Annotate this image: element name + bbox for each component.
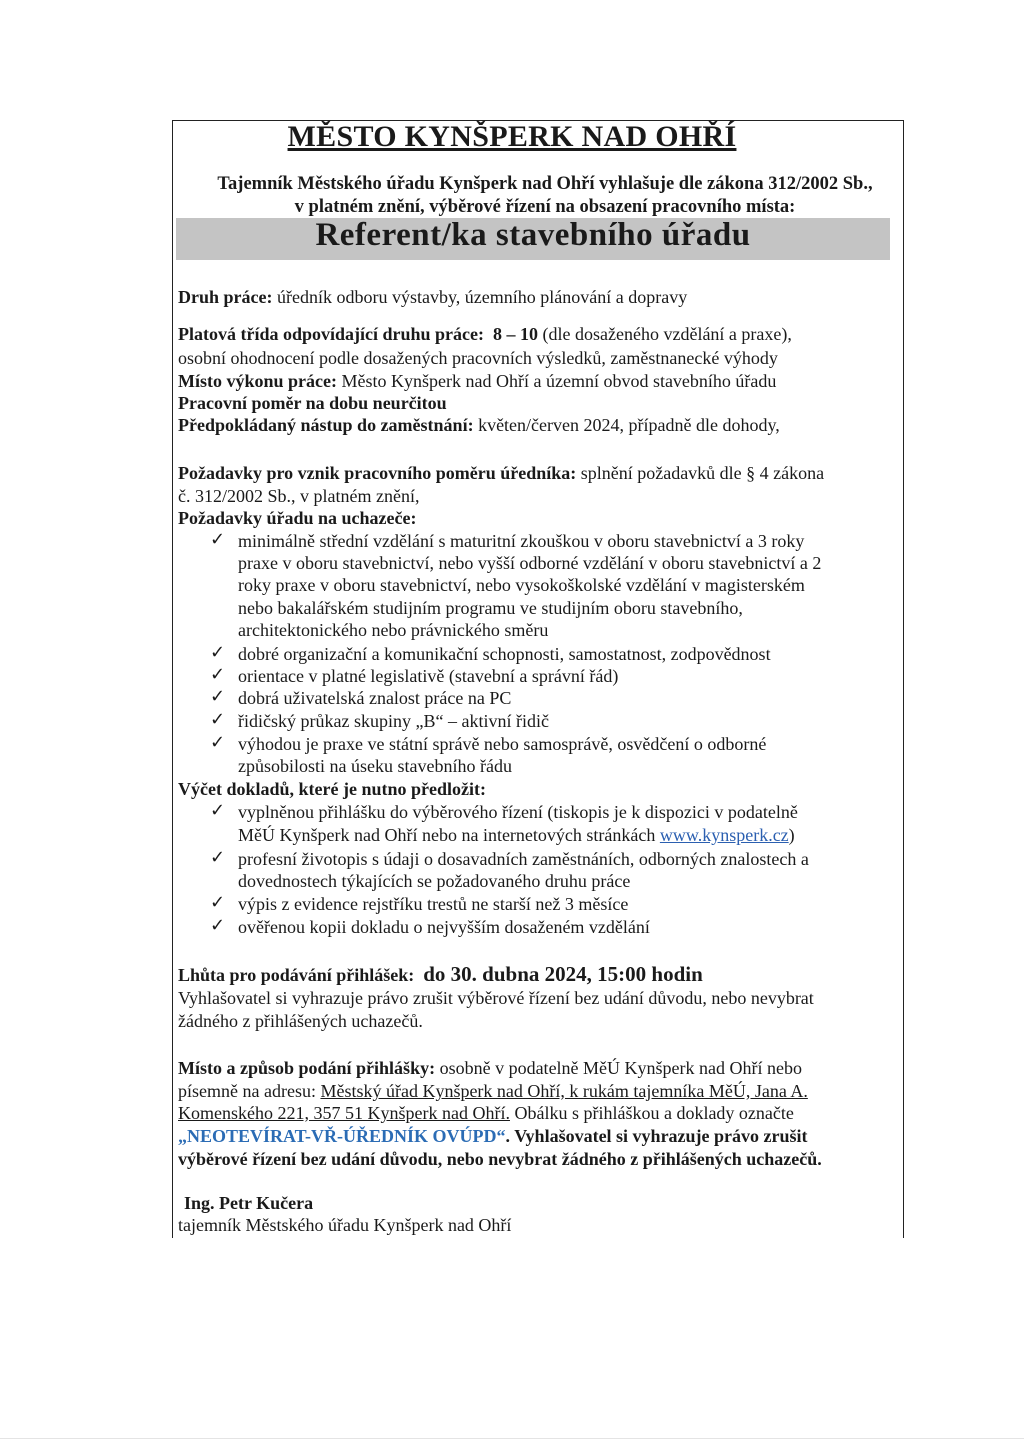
- requirement-1-line-2: praxe v oboru stavebnictví, nebo vyšší odborné vzdělání v oboru stavebnictví a 2: [238, 553, 822, 573]
- podani-line-1-rest: osobně v podatelně MěÚ Kynšperk nad Ohří nebo: [435, 1058, 802, 1078]
- lhuta-deadline: do 30. dubna 2024, 15:00 hodin: [423, 962, 703, 986]
- pracovni-pomer: [178, 392, 447, 414]
- podani-line-5-text: výběrové řízení bez udání důvodu, nebo nevybrat žádného z přihlášených uchazečů.: [178, 1149, 822, 1169]
- signature-role: tajemník Městského úřadu Kynšperk nad Ohří: [178, 1215, 512, 1235]
- podani-label: Místo a způsob podání přihlášky:: [178, 1058, 436, 1078]
- pozadavky-vznik-line2: č. 312/2002 Sb., v platném znění,: [178, 486, 420, 506]
- pozadavky-uradu-label-text: Požadavky úřadu na uchazeče:: [178, 508, 417, 528]
- requirement-6-line-1: výhodou je praxe ve státní správě nebo samosprávě, osvědčení o odborné: [238, 734, 767, 754]
- position-title: Referent/ka stavebního úřadu: [315, 217, 751, 253]
- document-4: ověřenou kopii dokladu o nejvyšším dosaženém vzdělání: [238, 917, 650, 937]
- nastup-value: květen/červen 2024, případně dle dohody,: [473, 415, 780, 435]
- requirement-1-line-5: architektonického nebo právnického směru: [238, 620, 549, 640]
- platova-trida: [178, 323, 792, 345]
- osobni-ohodnoceni: osobní ohodnocení podle dosažených pracovních výsledků, zaměstnanecké výhody: [178, 348, 778, 368]
- platova-trida-range: 8 – 10: [493, 324, 539, 344]
- podani-line-4-rest: . Vyhlašovatel si vyhrazuje právo zrušit: [505, 1126, 808, 1146]
- requirement-3: orientace v platné legislativě (stavební a správní řád): [238, 666, 619, 686]
- nastup: [178, 414, 780, 436]
- document-1-line-2: [238, 824, 795, 846]
- requirement-5: řidičský průkaz skupiny „B“ – aktivní řidič: [238, 711, 549, 731]
- check-icon: ✓: [210, 664, 226, 685]
- address-line-1: Městský úřad Kynšperk nad Ohří, k rukám tajemníka MěÚ, Jana A.: [320, 1081, 808, 1101]
- requirement-6-line-2: způsobilosti na úseku stavebního řádu: [238, 756, 512, 776]
- podani-line-3: [178, 1102, 794, 1124]
- podani-prefix: písemně na adresu:: [178, 1081, 321, 1101]
- document-1-end: ): [788, 825, 795, 845]
- podani-line-4: [178, 1125, 808, 1147]
- platova-trida-rest: (dle dosaženého vzdělání a praxe),: [538, 324, 792, 344]
- check-icon: ✓: [210, 892, 226, 913]
- misto-vykonu-label: Místo výkonu práce:: [178, 371, 337, 391]
- pracovni-pomer-text: Pracovní poměr na dobu neurčitou: [178, 393, 447, 413]
- check-icon: ✓: [210, 800, 226, 821]
- check-icon: ✓: [210, 732, 226, 753]
- check-icon: ✓: [210, 686, 226, 707]
- signature-name-text: Ing. Petr Kučera: [184, 1193, 314, 1213]
- pozadavky-vznik-value: splnění požadavků dle § 4 zákona: [576, 463, 825, 483]
- document-1-line-1: vyplněnou přihlášku do výběrového řízení (tiskopis je k dispozici v podatelně: [238, 802, 798, 822]
- page-title: MĚSTO KYNŠPERK NAD OHŘÍ: [287, 120, 737, 153]
- page-edge-line: [0, 1438, 1024, 1439]
- requirement-2: dobré organizační a komunikační schopnosti, samostatnost, zodpovědnost: [238, 644, 771, 664]
- check-icon: ✓: [210, 709, 226, 730]
- podani-line-5: [178, 1148, 822, 1170]
- requirement-1-line-3: roky praxe v oboru stavebnictví, nebo vysokoškolské vzdělání v magisterském: [238, 575, 805, 595]
- podani-line-2: [178, 1080, 808, 1102]
- pozadavky-uradu-label: [178, 507, 417, 529]
- podani-line-3-rest: Obálku s přihláškou a doklady označte: [509, 1103, 794, 1123]
- lhuta-line-2: Vyhlašovatel si vyhrazuje právo zrušit výběrové řízení bez udání důvodu, nebo nevybrat: [178, 988, 814, 1008]
- check-icon: ✓: [210, 642, 226, 663]
- druh-prace: [178, 286, 687, 308]
- lhuta-line-3: žádného z přihlášených uchazečů.: [178, 1011, 423, 1031]
- doklady-label-text: Výčet dokladů, které je nutno předložit:: [178, 779, 486, 799]
- intro-line-1: Tajemník Městského úřadu Kynšperk nad Ohří vyhlašuje dle zákona 312/2002 Sb.,: [217, 174, 873, 194]
- intro-line-2: v platném znění, výběrové řízení na obsazení pracovního místa:: [294, 197, 796, 217]
- nastup-label: Předpokládaný nástup do zaměstnání:: [178, 415, 474, 435]
- document-2-line-2: dovednostech týkajících se požadovaného druhu práce: [238, 871, 631, 891]
- check-icon: ✓: [210, 847, 226, 868]
- pozadavky-vznik-label: Požadavky pro vznik pracovního poměru úředníka:: [178, 463, 577, 483]
- misto-vykonu: [178, 370, 776, 392]
- requirement-4: dobrá uživatelská znalost práce na PC: [238, 688, 512, 708]
- check-icon: ✓: [210, 529, 226, 550]
- requirement-1-line-4: nebo bakalářském studijním programu ve studijním oboru stavebního,: [238, 598, 743, 618]
- platova-trida-label: Platová třída odpovídající druhu práce:: [178, 324, 485, 344]
- document-2-line-1: profesní životopis s údaji o dosavadních zaměstnáních, odborných znalostech a: [238, 849, 809, 869]
- document-1-text: MěÚ Kynšperk nad Ohří nebo na internetových stránkách: [238, 825, 660, 845]
- lhuta-label: Lhůta pro podávání přihlášek:: [178, 965, 415, 985]
- podani-line-1: [178, 1057, 802, 1079]
- envelope-marking: „NEOTEVÍRAT-VŘ-ÚŘEDNÍK OVÚPD“: [178, 1126, 506, 1146]
- druh-prace-label: Druh práce:: [178, 287, 273, 307]
- pozadavky-vznik: [178, 462, 824, 484]
- document-3: výpis z evidence rejstříku trestů ne starší než 3 měsíce: [238, 894, 629, 914]
- misto-vykonu-value: Město Kynšperk nad Ohří a územní obvod stavebního úřadu: [337, 371, 777, 391]
- druh-prace-value: úředník odboru výstavby, územního plánování a dopravy: [272, 287, 688, 307]
- website-link[interactable]: www.kynsperk.cz: [659, 825, 789, 845]
- signature-name: [184, 1192, 313, 1214]
- lhuta: [178, 963, 703, 986]
- address-line-2: Komenského 221, 357 51 Kynšperk nad Ohří.: [178, 1103, 510, 1123]
- doklady-label: [178, 778, 486, 800]
- requirement-1-line-1: minimálně střední vzdělání s maturitní zkouškou v oboru stavebnictví a 3 roky: [238, 531, 805, 551]
- check-icon: ✓: [210, 915, 226, 936]
